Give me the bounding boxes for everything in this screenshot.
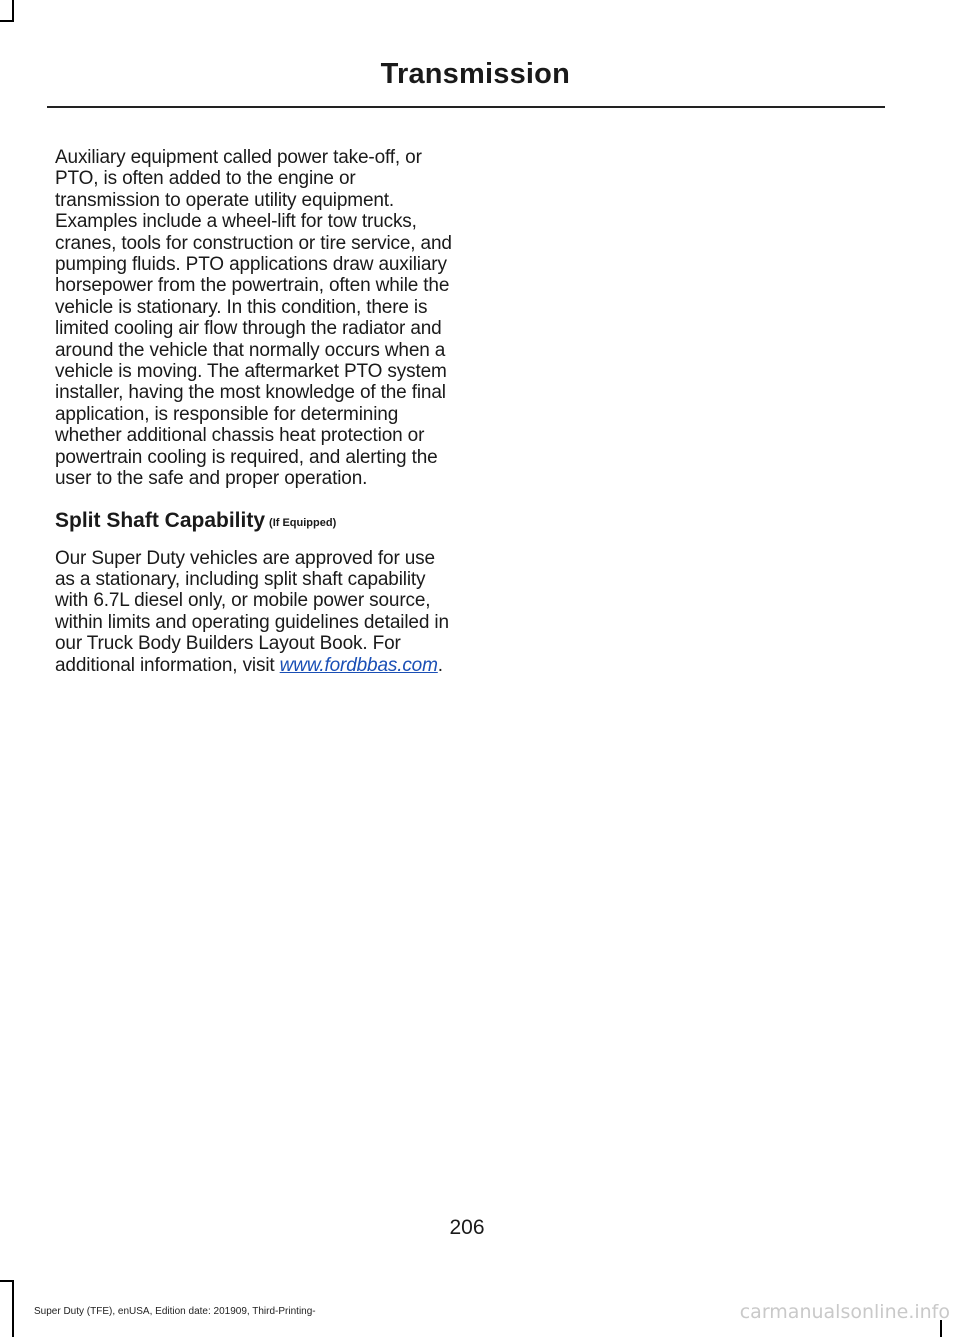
- crop-mark-bottom-left-horizontal: [0, 1280, 14, 1282]
- page-title: Transmission: [380, 58, 570, 90]
- section-heading-text: Split Shaft Capability: [55, 508, 266, 532]
- crop-mark-top-left-vertical: [12, 0, 14, 20]
- header-divider: [47, 106, 885, 108]
- watermark: carmanualsonline.info: [739, 1301, 950, 1323]
- section-heading-qualifier: (If Equipped): [269, 516, 337, 529]
- edition-footer: Super Duty (TFE), enUSA, Edition date: 201909, Third-Printing-: [34, 1306, 316, 1317]
- intro-paragraph: Auxiliary equipment called power take-off, or PTO, is often added to the engine or transmission to operate utility equipment. Examples include a wheel-lift for tow trucks, cranes, tools for construction or tire service, and pumping fluids. PTO applications draw auxiliary horsepower from the powertrain, often while the vehicle is stationary. In this condition, there is limited cooling air flow through the radiator and around the vehicle that normally occurs when a vehicle is moving. The aftermarket PTO system installer, having the most knowledge of the final application, is responsible for determining whether additional chassis heat protection or powertrain cooling is required, and alerting the user to the safe and proper operation.: [55, 147, 452, 490]
- section-heading: [55, 508, 453, 536]
- section-paragraph: [55, 548, 453, 676]
- section-paragraph-tail: .: [437, 654, 443, 676]
- section-paragraph-lead: Our Super Duty vehicles are approved for use as a stationary, including split shaft capability with 6.7L diesel only, or mobile power source, within limits and operating guidelines detailed in our Truck Body Builders Layout Book. For additional information, visit: [55, 547, 449, 676]
- crop-mark-bottom-left-vertical: [12, 1280, 14, 1337]
- crop-mark-top-left-horizontal: [0, 20, 14, 22]
- fordbbas-link[interactable]: www.fordbbas.com: [279, 654, 438, 676]
- content-column: [55, 147, 453, 676]
- page-number: 206: [449, 1216, 485, 1239]
